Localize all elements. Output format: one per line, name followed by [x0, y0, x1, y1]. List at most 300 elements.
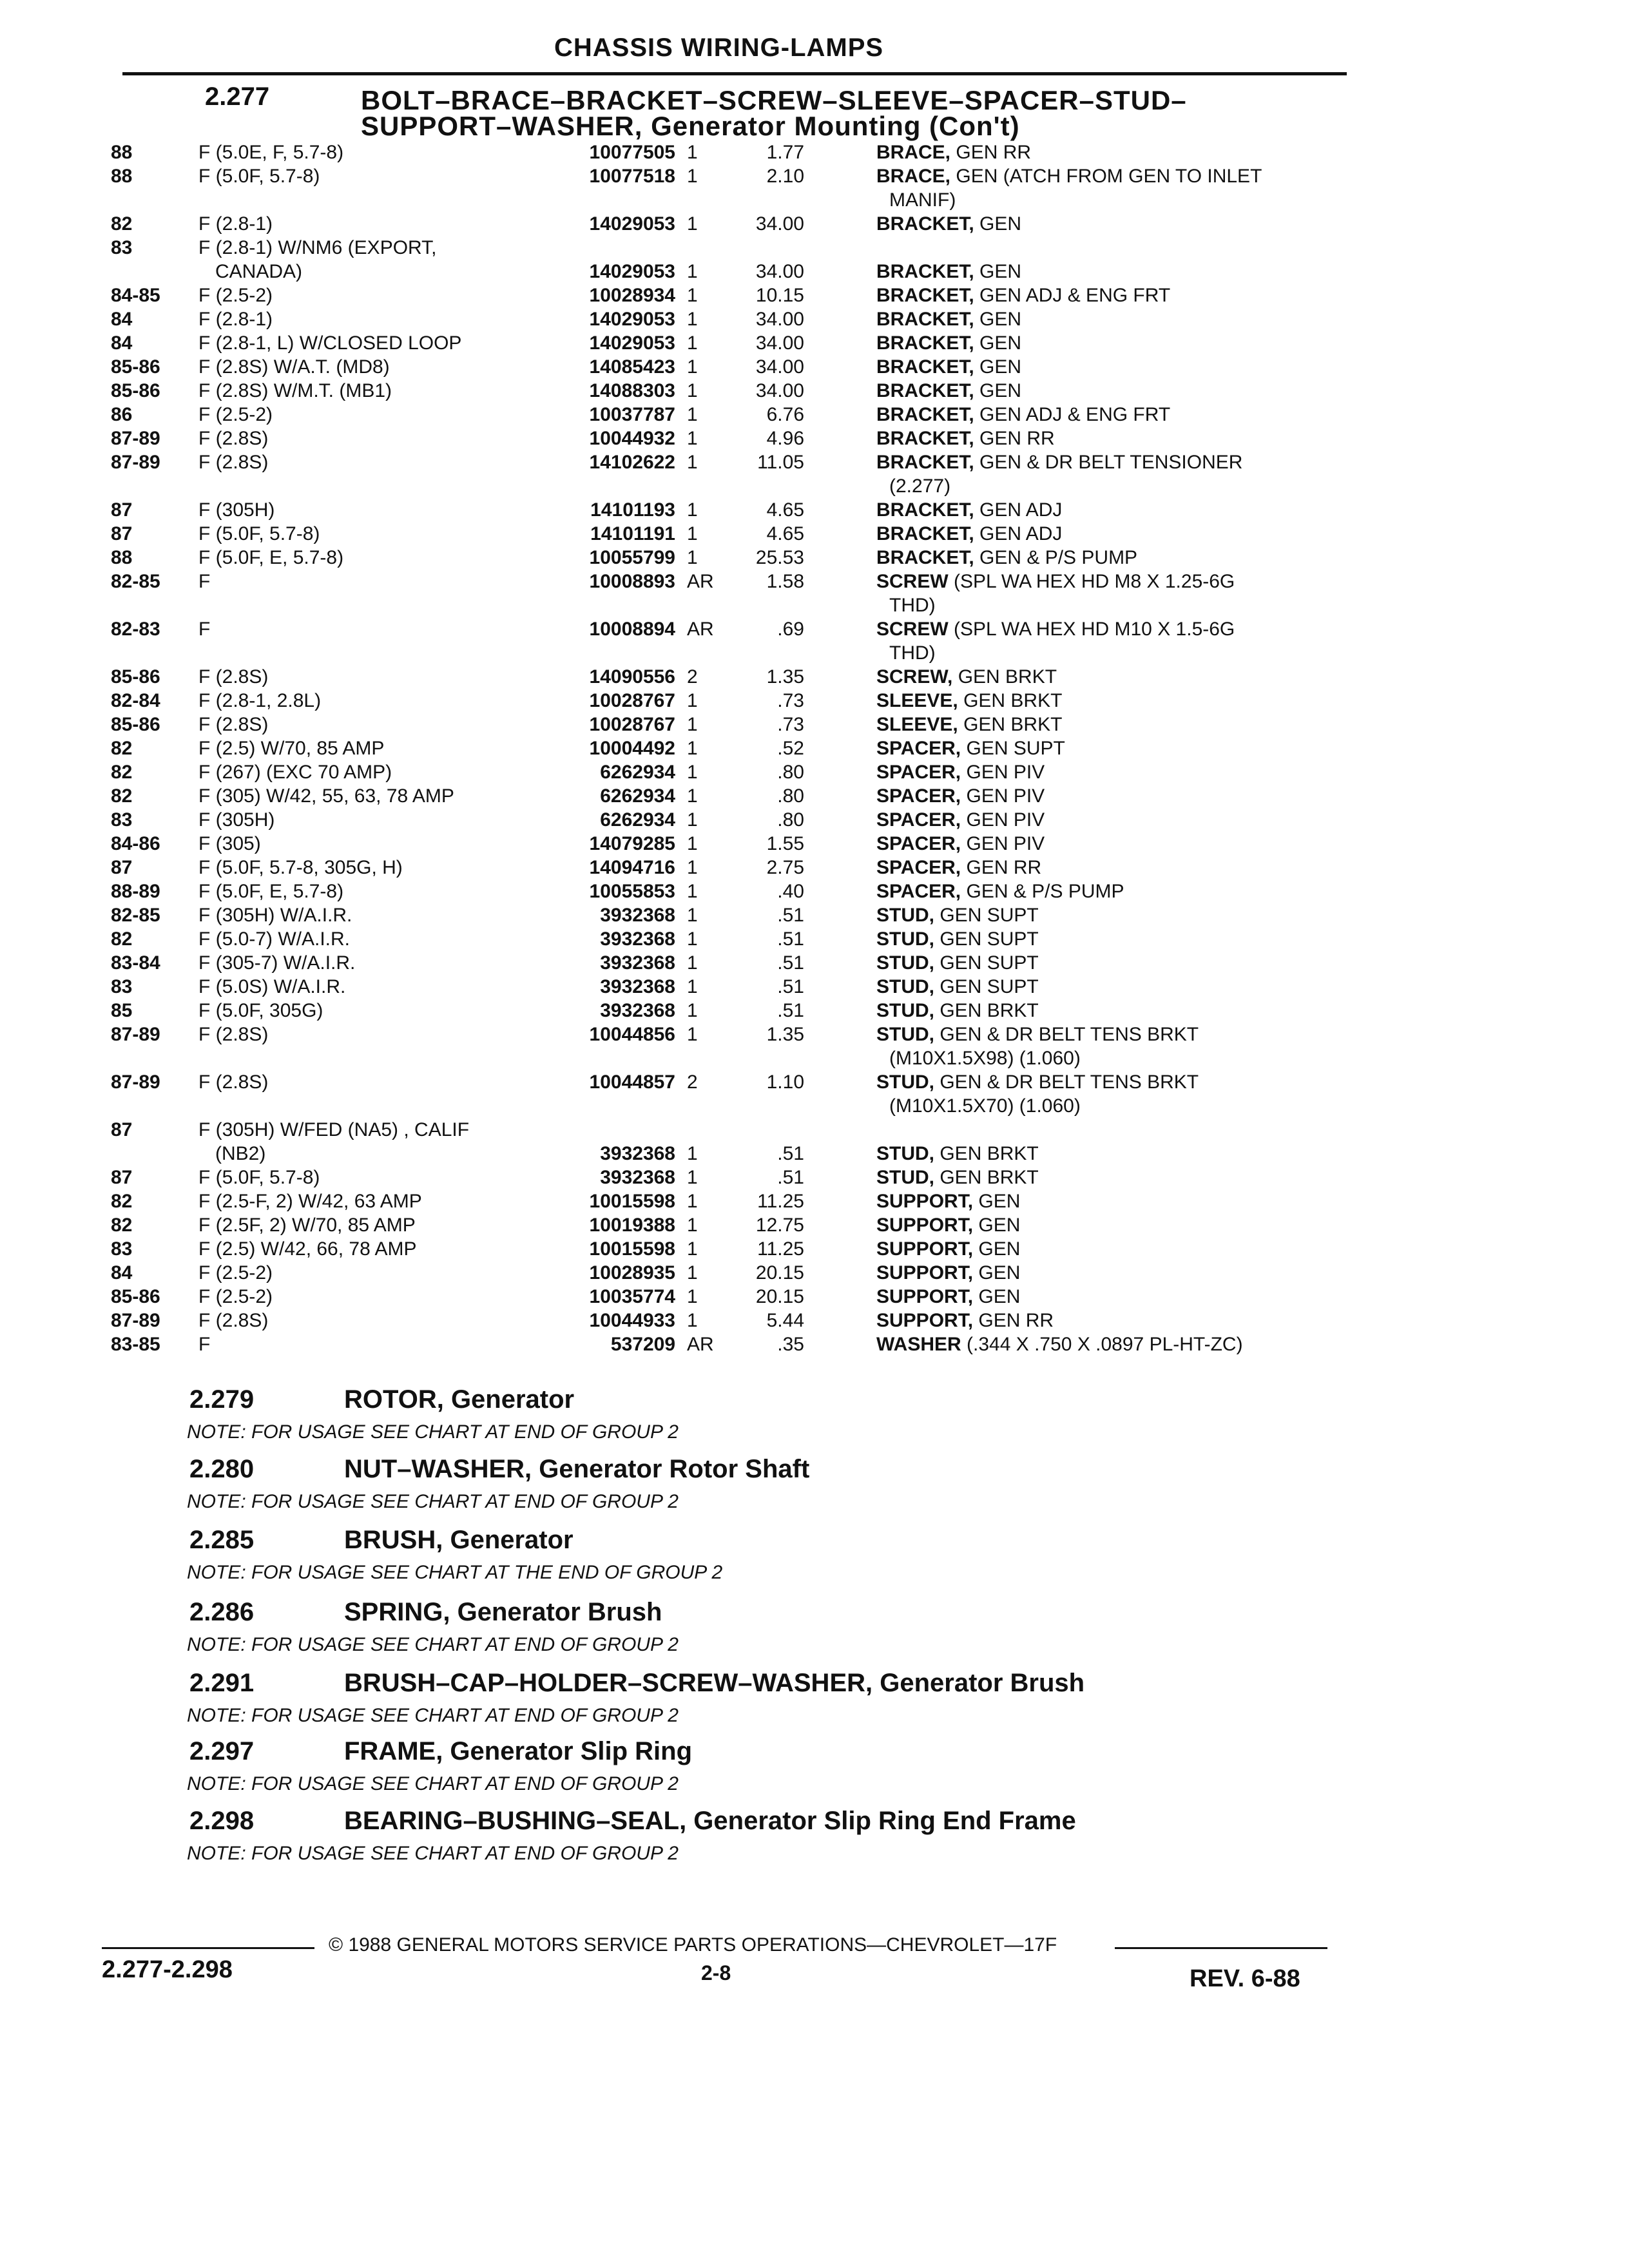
application-line: F	[198, 571, 211, 592]
quantity: 1	[687, 833, 698, 854]
price: .52	[777, 738, 804, 759]
part-number: 10055799	[589, 547, 675, 568]
price: 1.10	[766, 1072, 804, 1093]
description-line	[876, 379, 1521, 403]
description-keyword: SUPPORT,	[876, 1310, 974, 1331]
quantity: 1	[687, 690, 698, 711]
application-line: F (5.0S) W/A.I.R.	[198, 976, 346, 997]
quantity: 2	[687, 666, 698, 687]
part-number: 10019388	[589, 1215, 675, 1236]
model-year: 84-86	[111, 833, 160, 854]
description-line	[876, 641, 1521, 665]
description	[876, 1166, 1521, 1189]
description-line	[876, 1261, 1521, 1285]
description	[876, 760, 1521, 784]
quantity: 1	[687, 1286, 698, 1307]
application-line: F (2.8S)	[198, 666, 269, 687]
description-keyword: STUD,	[876, 952, 934, 974]
model-year: 85-86	[111, 1286, 160, 1307]
table-row	[0, 689, 1629, 713]
quantity: 1	[687, 261, 698, 282]
description	[876, 1213, 1521, 1237]
application	[198, 379, 553, 403]
description	[876, 450, 1521, 498]
price: .51	[777, 1000, 804, 1021]
model-year: 82-83	[111, 619, 160, 640]
quantity: 1	[687, 1000, 698, 1021]
price: 11.25	[757, 1238, 804, 1260]
table-row	[0, 498, 1629, 522]
description-text: GEN BRKT	[963, 714, 1063, 735]
application	[198, 736, 553, 760]
group-note: NOTE: FOR USAGE SEE CHART AT THE END OF GROUP 2	[187, 1562, 723, 1583]
quantity: 2	[687, 1072, 698, 1093]
footer-range: 2.277-2.298	[102, 1956, 233, 1983]
table-row	[0, 284, 1629, 307]
description-line	[876, 832, 1521, 856]
application-line: F (2.8S)	[198, 1024, 269, 1045]
description-keyword: SLEEVE,	[876, 714, 958, 735]
description	[876, 832, 1521, 856]
table-row	[0, 1189, 1629, 1213]
description-text: GEN ADJ	[979, 523, 1063, 544]
price: 4.96	[766, 428, 804, 449]
model-year: 82-84	[111, 690, 160, 711]
description-keyword: STUD,	[876, 1072, 934, 1093]
description	[876, 1142, 1521, 1166]
description	[876, 1309, 1521, 1332]
description-text: GEN	[979, 380, 1022, 401]
quantity: 1	[687, 166, 698, 187]
description	[876, 736, 1521, 760]
application	[198, 784, 553, 808]
description-text: GEN (ATCH FROM GEN TO INLET	[956, 166, 1262, 187]
description-line	[876, 808, 1521, 832]
description-line	[876, 951, 1521, 975]
description	[876, 1332, 1521, 1356]
description-line	[876, 355, 1521, 379]
model-year: 84-85	[111, 285, 160, 306]
description-line	[876, 1332, 1521, 1356]
description-keyword: BRACKET,	[876, 332, 974, 354]
application	[198, 331, 553, 355]
model-year: 82	[111, 738, 133, 759]
description-keyword: BRACKET,	[876, 499, 974, 521]
description	[876, 498, 1521, 522]
section-title-line2: SUPPORT–WASHER, Generator Mounting (Con't)	[361, 111, 1020, 141]
price: 4.65	[766, 499, 804, 521]
table-row	[0, 379, 1629, 403]
group-note: NOTE: FOR USAGE SEE CHART AT END OF GROUP 2	[187, 1705, 679, 1726]
application-line: F (2.8-1) W/NM6 (EXPORT,	[198, 237, 437, 258]
group-number: 2.297	[189, 1737, 255, 1765]
table-row	[0, 212, 1629, 236]
application-line: (NB2)	[215, 1143, 266, 1164]
description-line	[876, 546, 1521, 570]
application-line: F (5.0F, E, 5.7-8)	[198, 547, 344, 568]
price: 34.00	[755, 213, 804, 235]
group-title: NUT–WASHER, Generator Rotor Shaft	[344, 1455, 810, 1483]
description-text: GEN & P/S PUMP	[979, 547, 1138, 568]
model-year: 82	[111, 762, 133, 783]
application	[198, 522, 553, 546]
table-row	[0, 1213, 1629, 1237]
part-number: 6262934	[600, 809, 675, 831]
description-keyword: BRACKET,	[876, 452, 974, 473]
application	[198, 355, 553, 379]
quantity: 1	[687, 142, 698, 163]
description-line	[876, 1213, 1521, 1237]
description-line	[876, 164, 1521, 188]
price: 11.25	[757, 1191, 804, 1212]
part-number: 10077518	[589, 166, 675, 187]
application-line: F (2.5) W/70, 85 AMP	[198, 738, 385, 759]
application-line: F (2.8S)	[198, 1072, 269, 1093]
part-number: 14088303	[589, 380, 675, 401]
description	[876, 808, 1521, 832]
price: 34.00	[755, 356, 804, 378]
description-line	[876, 784, 1521, 808]
application-line: F (267) (EXC 70 AMP)	[198, 762, 392, 783]
table-row	[0, 1261, 1629, 1285]
description-text: GEN	[979, 356, 1022, 378]
description-text: (SPL WA HEX HD M10 X 1.5-6G	[954, 619, 1235, 640]
application-line: F (305)	[198, 833, 261, 854]
description-text: GEN RR	[978, 1310, 1054, 1331]
description-line	[876, 879, 1521, 903]
price: .80	[777, 809, 804, 831]
description-line	[876, 474, 1521, 498]
application-line: F (2.5-F, 2) W/42, 63 AMP	[198, 1191, 422, 1212]
price: 12.75	[755, 1215, 804, 1236]
description	[876, 879, 1521, 903]
description-text: GEN	[978, 1191, 1021, 1212]
application-line: F (5.0F, 5.7-8)	[198, 523, 320, 544]
description	[876, 689, 1521, 713]
quantity: 1	[687, 332, 698, 354]
model-year: 87	[111, 1167, 133, 1188]
description-keyword: STUD,	[876, 1167, 934, 1188]
description-keyword: SUPPORT,	[876, 1215, 974, 1236]
price: .73	[777, 690, 804, 711]
application-line: F (305) W/42, 55, 63, 78 AMP	[198, 785, 454, 807]
model-year: 88-89	[111, 881, 160, 902]
price: 20.15	[755, 1262, 804, 1283]
price: 1.55	[766, 833, 804, 854]
description-keyword: BRACE,	[876, 166, 951, 187]
description-text: (.344 X .750 X .0897 PL-HT-ZC)	[967, 1334, 1243, 1355]
table-row	[0, 546, 1629, 570]
description-keyword: STUD,	[876, 1000, 934, 1021]
description	[876, 1261, 1521, 1285]
model-year: 88	[111, 142, 133, 163]
description-line	[876, 665, 1521, 689]
model-year: 86	[111, 404, 133, 425]
quantity: 1	[687, 738, 698, 759]
model-year: 88	[111, 547, 133, 568]
price: 1.35	[766, 1024, 804, 1045]
description	[876, 403, 1521, 427]
group-note: NOTE: FOR USAGE SEE CHART AT END OF GROUP 2	[187, 1773, 679, 1794]
application-line: F (2.5F, 2) W/70, 85 AMP	[198, 1215, 416, 1236]
quantity: 1	[687, 976, 698, 997]
group-note: NOTE: FOR USAGE SEE CHART AT END OF GROUP 2	[187, 1491, 679, 1512]
table-row	[0, 903, 1629, 927]
description-line	[876, 975, 1521, 999]
description-keyword: BRACKET,	[876, 380, 974, 401]
model-year: 82	[111, 785, 133, 807]
price: 1.35	[766, 666, 804, 687]
description	[876, 617, 1521, 665]
table-row	[0, 164, 1629, 212]
quantity: 1	[687, 1310, 698, 1331]
table-row	[0, 1309, 1629, 1332]
description-text: GEN	[979, 309, 1022, 330]
description-text: GEN & DR BELT TENSIONER	[979, 452, 1243, 473]
quantity: 1	[687, 309, 698, 330]
header-rule	[122, 72, 1347, 75]
description-text: (M10X1.5X70) (1.060)	[889, 1095, 1081, 1117]
table-row	[0, 975, 1629, 999]
description-text: GEN & P/S PUMP	[966, 881, 1124, 902]
description-text: GEN PIV	[966, 762, 1045, 783]
description-keyword: SLEEVE,	[876, 690, 958, 711]
description-text: GEN ADJ & ENG FRT	[979, 404, 1171, 425]
description-line	[876, 498, 1521, 522]
description	[876, 522, 1521, 546]
application-line: F (2.5-2)	[198, 285, 273, 306]
group-number: 2.286	[189, 1598, 255, 1626]
application-line: F	[198, 619, 211, 640]
price: 1.58	[766, 571, 804, 592]
application	[198, 546, 553, 570]
description	[876, 856, 1521, 879]
model-year: 85	[111, 1000, 133, 1021]
part-number: 10028934	[589, 285, 675, 306]
model-year: 83	[111, 237, 133, 258]
application-line: F (5.0E, F, 5.7-8)	[198, 142, 344, 163]
table-row	[0, 760, 1629, 784]
application	[198, 1285, 553, 1309]
quantity: 1	[687, 1238, 698, 1260]
description-text: GEN BRKT	[958, 666, 1057, 687]
description-line	[876, 427, 1521, 450]
description-keyword: SUPPORT,	[876, 1262, 974, 1283]
model-year: 85-86	[111, 380, 160, 401]
description	[876, 355, 1521, 379]
quantity: 1	[687, 1143, 698, 1164]
table-row	[0, 331, 1629, 355]
description-line	[876, 1142, 1521, 1166]
description-line	[876, 1189, 1521, 1213]
description-text: GEN RR	[956, 142, 1032, 163]
description-text: GEN SUPT	[940, 952, 1039, 974]
model-year: 88	[111, 166, 133, 187]
table-row	[0, 236, 1629, 284]
quantity: 1	[687, 1024, 698, 1045]
description	[876, 999, 1521, 1023]
description	[876, 975, 1521, 999]
description-text: GEN ADJ	[979, 499, 1063, 521]
price: .51	[777, 1167, 804, 1188]
description-text: GEN SUPT	[940, 928, 1039, 950]
description	[876, 665, 1521, 689]
description-line	[876, 593, 1521, 617]
description-text: GEN BRKT	[963, 690, 1063, 711]
table-row	[0, 879, 1629, 903]
part-number: 10044857	[589, 1072, 675, 1093]
application	[198, 1261, 553, 1285]
model-year: 87-89	[111, 1072, 160, 1093]
part-number: 14102622	[589, 452, 675, 473]
description-text: MANIF)	[889, 189, 956, 211]
description-text: (SPL WA HEX HD M8 X 1.25-6G	[954, 571, 1235, 592]
description	[876, 427, 1521, 450]
quantity: 1	[687, 547, 698, 568]
quantity: 1	[687, 404, 698, 425]
part-number: 10008893	[589, 571, 675, 592]
description-text: GEN RR	[979, 428, 1055, 449]
description-keyword: BRACKET,	[876, 213, 974, 235]
description-text: THD)	[889, 642, 936, 664]
price: .51	[777, 976, 804, 997]
price: 34.00	[755, 380, 804, 401]
model-year: 83-85	[111, 1334, 160, 1355]
description-keyword: BRACKET,	[876, 428, 974, 449]
price: 4.65	[766, 523, 804, 544]
description-text: GEN BRKT	[940, 1000, 1039, 1021]
footer-copyright: © 1988 GENERAL MOTORS SERVICE PARTS OPERATIONS—CHEVROLET—17F	[329, 1934, 1057, 1956]
description-keyword: SUPPORT,	[876, 1191, 974, 1212]
group-note: NOTE: FOR USAGE SEE CHART AT END OF GROUP 2	[187, 1421, 679, 1443]
description-text: GEN PIV	[966, 833, 1045, 854]
model-year: 87-89	[111, 452, 160, 473]
application-line: F (305-7) W/A.I.R.	[198, 952, 356, 974]
part-number: 3932368	[600, 1167, 675, 1188]
part-number: 10028767	[589, 690, 675, 711]
application	[198, 1309, 553, 1332]
model-year: 82	[111, 213, 133, 235]
application-line: F (305H)	[198, 499, 275, 521]
part-number: 10008894	[589, 619, 675, 640]
description-line	[876, 1070, 1521, 1094]
quantity: 1	[687, 499, 698, 521]
application-line: F (5.0F, 5.7-8)	[198, 1167, 320, 1188]
application-line: F (2.8S)	[198, 428, 269, 449]
description	[876, 570, 1521, 617]
model-year: 82	[111, 928, 133, 950]
description-text: GEN	[978, 1286, 1021, 1307]
table-row	[0, 1237, 1629, 1261]
description-text: GEN ADJ & ENG FRT	[979, 285, 1171, 306]
table-row	[0, 570, 1629, 617]
model-year: 85-86	[111, 356, 160, 378]
description	[876, 140, 1521, 164]
quantity: 1	[687, 952, 698, 974]
application	[198, 164, 553, 188]
description-text: THD)	[889, 595, 936, 616]
table-row	[0, 307, 1629, 331]
application	[198, 140, 553, 164]
application	[198, 617, 553, 641]
description-text: GEN & DR BELT TENS BRKT	[940, 1072, 1199, 1093]
part-number: 14101191	[590, 523, 675, 544]
description-line	[876, 713, 1521, 736]
part-number: 14029053	[589, 261, 675, 282]
description-text: GEN	[979, 213, 1022, 235]
quantity: 1	[687, 928, 698, 950]
part-number: 14029053	[589, 332, 675, 354]
quantity: 1	[687, 1167, 698, 1188]
application	[198, 879, 553, 903]
application-line: F (5.0F, 5.7-8, 305G, H)	[198, 857, 403, 878]
part-number: 3932368	[600, 952, 675, 974]
description-keyword: SPACER,	[876, 762, 961, 783]
application	[198, 975, 553, 999]
description-line	[876, 403, 1521, 427]
price: 34.00	[755, 332, 804, 354]
application	[198, 1189, 553, 1213]
table-row	[0, 522, 1629, 546]
description-keyword: BRACKET,	[876, 547, 974, 568]
quantity: 1	[687, 785, 698, 807]
part-number: 14094716	[589, 857, 675, 878]
part-number: 14090556	[589, 666, 675, 687]
description	[876, 1189, 1521, 1213]
table-row	[0, 140, 1629, 164]
description-keyword: SPACER,	[876, 809, 961, 831]
description-keyword: BRACKET,	[876, 261, 974, 282]
application	[198, 450, 553, 474]
description-text: GEN SUPT	[940, 905, 1039, 926]
model-year: 87-89	[111, 1024, 160, 1045]
part-number: 10035774	[589, 1286, 675, 1307]
part-number: 3932368	[600, 1143, 675, 1164]
quantity: 1	[687, 762, 698, 783]
description-text: GEN & DR BELT TENS BRKT	[940, 1024, 1199, 1045]
part-number: 10044932	[589, 428, 675, 449]
description-text: GEN	[978, 1215, 1021, 1236]
description	[876, 713, 1521, 736]
page-header: CHASSIS WIRING-LAMPS	[554, 34, 884, 62]
model-year: 84	[111, 332, 133, 354]
description	[876, 1023, 1521, 1070]
description-keyword: SUPPORT,	[876, 1238, 974, 1260]
application	[198, 1118, 553, 1166]
description-text: GEN BRKT	[940, 1143, 1039, 1164]
model-year: 84	[111, 1262, 133, 1283]
application	[198, 498, 553, 522]
application	[198, 665, 553, 689]
application-line: F (2.5-2)	[198, 404, 273, 425]
description	[876, 1285, 1521, 1309]
application-line: F (5.0F, E, 5.7-8)	[198, 881, 344, 902]
quantity: 1	[687, 809, 698, 831]
part-number: 10044856	[589, 1024, 675, 1045]
part-number: 3932368	[600, 1000, 675, 1021]
part-number: 10055853	[589, 881, 675, 902]
description-keyword: BRACE,	[876, 142, 951, 163]
description	[876, 307, 1521, 331]
description-keyword: STUD,	[876, 1143, 934, 1164]
section-title-line1: BOLT–BRACE–BRACKET–SCREW–SLEEVE–SPACER–STUD–	[361, 85, 1187, 115]
price: 10.15	[755, 285, 804, 306]
part-number: 14029053	[589, 213, 675, 235]
price: .51	[777, 928, 804, 950]
model-year: 82-85	[111, 571, 160, 592]
table-row	[0, 713, 1629, 736]
description	[876, 331, 1521, 355]
